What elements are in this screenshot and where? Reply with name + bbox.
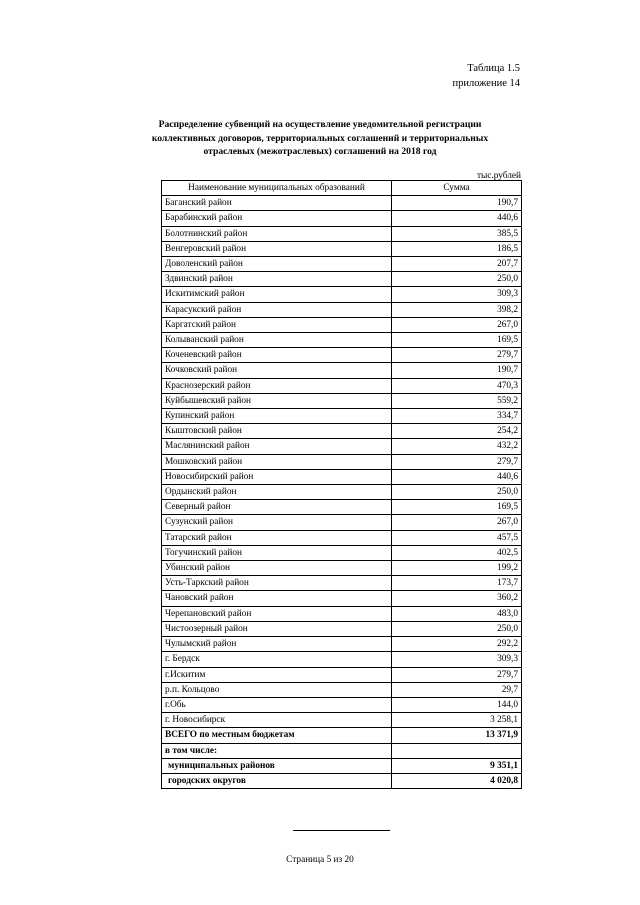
municipality-name-cell: Мошковский район: [162, 454, 392, 469]
title-line: отраслевых (межотраслевых) соглашений на 2018 год: [203, 146, 437, 157]
sum-cell: 207,7: [392, 257, 522, 272]
sum-cell: 250,0: [392, 485, 522, 500]
sum-cell: 279,7: [392, 454, 522, 469]
municipality-name-cell: муниципальных районов: [162, 758, 392, 773]
appendix-label: приложение 14: [452, 78, 520, 89]
title-line: коллективных договоров, территориальных соглашений и территориальных: [151, 132, 489, 144]
sum-cell: 360,2: [392, 591, 522, 606]
footer-divider: [293, 830, 390, 831]
municipality-name-cell: Маслянинский район: [162, 439, 392, 454]
sum-cell: 440,6: [392, 469, 522, 484]
table-row: [162, 363, 522, 378]
table-row: [162, 393, 522, 408]
sum-cell: 309,3: [392, 287, 522, 302]
table-header-row: [162, 181, 522, 196]
table-row: [162, 378, 522, 393]
page-number: Страница 5 из 20: [286, 855, 354, 865]
table-row: [162, 469, 522, 484]
municipality-name-cell: Купинский район: [162, 409, 392, 424]
municipality-name-cell: Доволенский район: [162, 257, 392, 272]
table-row: [162, 348, 522, 363]
column-header-name: Наименование муниципальных образований: [162, 181, 392, 196]
municipality-name-cell: Колыванский район: [162, 333, 392, 348]
sum-cell: 190,7: [392, 363, 522, 378]
sum-cell: 250,0: [392, 272, 522, 287]
municipality-name-cell: Сузунский район: [162, 515, 392, 530]
municipality-name-cell: Карасукский район: [162, 302, 392, 317]
table-number-label: Таблица 1.5: [467, 63, 520, 74]
subsidy-table: [161, 180, 522, 789]
sum-cell: 309,3: [392, 652, 522, 667]
municipality-name-cell: Баганский район: [162, 196, 392, 211]
municipality-name-cell: Искитимский район: [162, 287, 392, 302]
sum-cell: 186,5: [392, 241, 522, 256]
municipality-name-cell: Усть-Таркский район: [162, 576, 392, 591]
table-row: [162, 241, 522, 256]
sum-cell: 279,7: [392, 667, 522, 682]
table-row: [162, 333, 522, 348]
sum-cell: 559,2: [392, 393, 522, 408]
sum-cell: 292,2: [392, 637, 522, 652]
sum-cell: 144,0: [392, 697, 522, 712]
municipality-name-cell: Барабинский район: [162, 211, 392, 226]
municipality-name-cell: Краснозерский район: [162, 378, 392, 393]
table-row: [162, 652, 522, 667]
municipality-name-cell: Болотнинский район: [162, 226, 392, 241]
sum-cell: 199,2: [392, 561, 522, 576]
column-header-sum: Сумма: [392, 181, 522, 196]
sum-cell: 173,7: [392, 576, 522, 591]
municipality-name-cell: р.п. Кольцово: [162, 682, 392, 697]
municipality-name-cell: г.Искитим: [162, 667, 392, 682]
subtotal-row: [162, 758, 522, 773]
table-row: [162, 576, 522, 591]
municipality-name-cell: г. Бердск: [162, 652, 392, 667]
title-line: Распределение субвенций на осуществление уведомительной регистрации: [158, 119, 482, 130]
table-row: [162, 500, 522, 515]
municipality-name-cell: Убинский район: [162, 561, 392, 576]
sum-cell: 169,5: [392, 333, 522, 348]
unit-label: тыс.рублей: [476, 171, 521, 181]
document-title: [150, 118, 490, 159]
table-row: [162, 196, 522, 211]
table-row: [162, 226, 522, 241]
municipality-name-cell: Черепановский район: [162, 606, 392, 621]
sum-cell: 432,2: [392, 439, 522, 454]
municipality-name-cell: Ордынский район: [162, 485, 392, 500]
sum-cell: 169,5: [392, 500, 522, 515]
table-row: [162, 409, 522, 424]
table-row: [162, 591, 522, 606]
table-row: [162, 667, 522, 682]
sum-cell: 4 020,8: [392, 773, 522, 788]
sum-cell: 470,3: [392, 378, 522, 393]
table-row: [162, 561, 522, 576]
table-row: [162, 454, 522, 469]
including-row: [162, 743, 522, 758]
table-body: [162, 196, 522, 789]
municipality-name-cell: в том числе:: [162, 743, 392, 758]
table-row: [162, 272, 522, 287]
table-row: [162, 697, 522, 712]
municipality-name-cell: Чистоозерный район: [162, 621, 392, 636]
sum-cell: 267,0: [392, 317, 522, 332]
sum-cell: 29,7: [392, 682, 522, 697]
municipality-name-cell: Каргатский район: [162, 317, 392, 332]
sum-cell: 385,5: [392, 226, 522, 241]
table-row: [162, 302, 522, 317]
table-row: [162, 439, 522, 454]
table-row: [162, 621, 522, 636]
table-row: [162, 545, 522, 560]
municipality-name-cell: Северный район: [162, 500, 392, 515]
table-row: [162, 287, 522, 302]
total-row: [162, 728, 522, 743]
sum-cell: [392, 743, 522, 758]
table-row: [162, 317, 522, 332]
municipality-name-cell: Коченевский район: [162, 348, 392, 363]
sum-cell: 254,2: [392, 424, 522, 439]
municipality-name-cell: городских округов: [162, 773, 392, 788]
sum-cell: 13 371,9: [392, 728, 522, 743]
municipality-name-cell: Новосибирский район: [162, 469, 392, 484]
sum-cell: 9 351,1: [392, 758, 522, 773]
table-row: [162, 606, 522, 621]
table-row: [162, 637, 522, 652]
municipality-name-cell: Куйбышевский район: [162, 393, 392, 408]
table-row: [162, 424, 522, 439]
table-row: [162, 530, 522, 545]
municipality-name-cell: Чановский район: [162, 591, 392, 606]
sum-cell: 398,2: [392, 302, 522, 317]
table-row: [162, 257, 522, 272]
municipality-name-cell: г.Обь: [162, 697, 392, 712]
sum-cell: 402,5: [392, 545, 522, 560]
sum-cell: 457,5: [392, 530, 522, 545]
municipality-name-cell: Венгеровский район: [162, 241, 392, 256]
municipality-name-cell: г. Новосибирск: [162, 713, 392, 728]
sum-cell: 440,6: [392, 211, 522, 226]
subtotal-row: [162, 773, 522, 788]
sum-cell: 267,0: [392, 515, 522, 530]
municipality-name-cell: Татарский район: [162, 530, 392, 545]
municipality-name-cell: ВСЕГО по местным бюджетам: [162, 728, 392, 743]
sum-cell: 190,7: [392, 196, 522, 211]
municipality-name-cell: Тогучинский район: [162, 545, 392, 560]
table-row: [162, 515, 522, 530]
sum-cell: 250,0: [392, 621, 522, 636]
table-row: [162, 211, 522, 226]
table-row: [162, 682, 522, 697]
sum-cell: 334,7: [392, 409, 522, 424]
sum-cell: 3 258,1: [392, 713, 522, 728]
municipality-name-cell: Кочковский район: [162, 363, 392, 378]
sum-cell: 279,7: [392, 348, 522, 363]
municipality-name-cell: Кыштовский район: [162, 424, 392, 439]
table-row: [162, 713, 522, 728]
municipality-name-cell: Чулымский район: [162, 637, 392, 652]
municipality-name-cell: Здвинский район: [162, 272, 392, 287]
table-row: [162, 485, 522, 500]
sum-cell: 483,0: [392, 606, 522, 621]
